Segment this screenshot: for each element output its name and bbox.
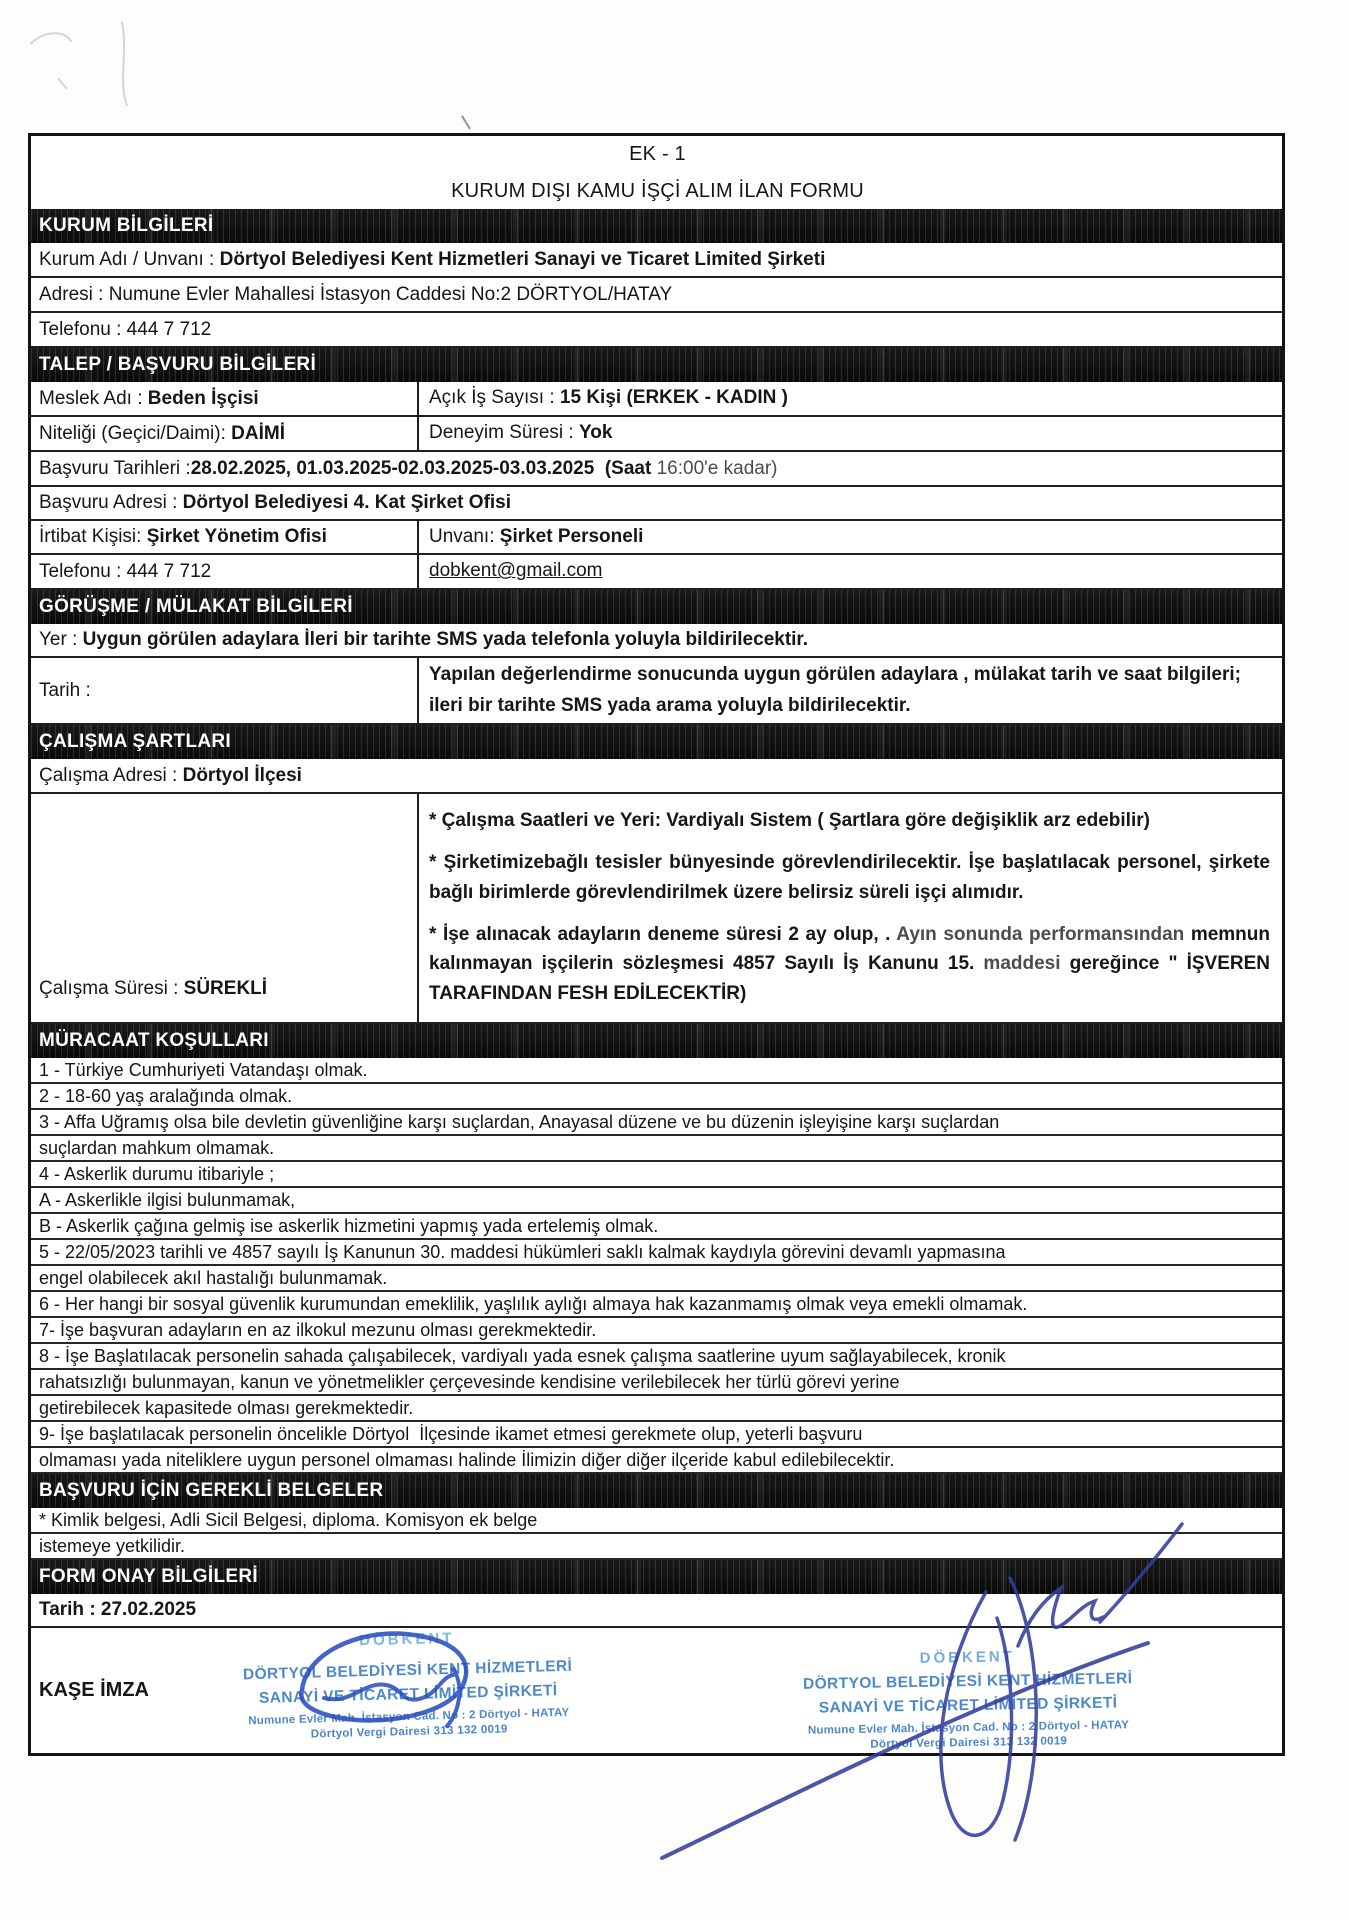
text-segment: KURUM DIŞI KAMU İŞÇİ ALIM İLAN FORMU [451,179,864,202]
section-title: FORM ONAY BİLGİLERİ [39,1566,258,1588]
condition-row [31,1188,1282,1214]
form-row [31,243,1282,278]
condition-row [31,1344,1282,1370]
text-segment: 4 - Askerlik durumu itibariyle ; [39,1163,275,1184]
condition-row [31,1292,1282,1318]
section-header-bar [31,348,1282,382]
condition-row [31,1422,1282,1448]
stamp-company-line1: DÖRTYOL BELEDİYESİ KENT HİZMETLERİ [242,1657,573,1684]
text-segment: SÜREKLİ [183,978,268,1000]
text-segment: istemeye yetkilidir. [39,1535,186,1556]
stray-ink-tick [462,116,470,129]
row-label-cell [31,794,419,1022]
text-segment: Niteliği (Geçici/Daimi): [39,422,232,444]
condition-row [31,1136,1282,1162]
condition-row [31,1448,1282,1474]
text-segment: Uygun görülen adaylara İleri bir tarihte SMS yada telefonla yoluyla bildirilecektir. [82,629,809,651]
row-value-cell [419,521,1282,553]
section-title: BAŞVURU İÇİN GEREKLİ BELGELER [39,1480,384,1502]
text-segment: * Çalışma Saatleri ve Yeri: Vardiyalı Sistem ( Şartlara göre değişiklik arz edebilir) [429,810,1150,831]
form-row-two-col [31,382,1282,417]
stamp-tax-line: Dörtyol Vergi Dairesi 313 132 0019 [310,1723,508,1741]
form-row [31,759,1282,794]
stamp-company-line2: SANAYİ VE TİCARET LİMİTED ŞİRKETİ [258,1682,558,1707]
text-segment: Çalışma Adresi : [39,764,183,786]
section-header-bar [31,1474,1282,1508]
text-segment: Çalışma Süresi : [39,978,184,1000]
text-segment: dobkent@gmail.com [429,560,603,582]
text-segment: Adresi : Numune Evler Mahallesi İstasyon Caddesi No:2 DÖRTYOL/HATAY [39,283,673,305]
condition-row [31,1084,1282,1110]
condition-row [31,1162,1282,1188]
text-segment: Başvuru Adresi : [39,492,183,514]
pencil-marks [30,22,127,106]
text-segment: suçlardan mahkum olmamak. [39,1137,275,1158]
text-segment: memnun kalınmayan işçilerin sözleşmesi 4857 Sayılı İş Kanunu 15. [429,923,1276,975]
text-segment: * Kimlik belgesi, Adli Sicil Belgesi, diploma. Komisyon ek belge [39,1509,538,1530]
text-segment: Yok [578,422,613,444]
company-stamp-left [221,1626,596,1743]
text-segment: Açık İş Sayısı : [429,387,560,409]
section-title: TALEP / BAŞVURU BİLGİLERİ [39,354,317,376]
text-segment: Şirket Yönetim Ofisi [146,526,327,548]
form-table [28,133,1285,1756]
text-segment: 9- İşe başlatılacak personelin öncelikle Dörtyol İlçesinde ikamet etmesi gerekmete olup, yeterli başvuru [39,1423,863,1444]
text-segment: Dörtyol Belediyesi 4. Kat Şirket Ofisi [182,492,512,514]
text-segment: * Şirketimizebağlı tesisler bünyesinde görevlendirilecektir. İşe başlatılacak personel, şirkete bağlı birimlerde görevlendirilmek üzere belirsiz süreli işçi alımıdır. [429,852,1276,903]
form-row [31,487,1282,521]
text-segment: Unvanı: [429,525,500,547]
row-label-cell [31,555,419,588]
stamp-brand-text: DÖBKENT [919,1648,1015,1667]
stamp-company-line2: SANAYİ VE TİCARET LİMİTED ŞİRKETİ [818,1694,1118,1717]
form-row [31,278,1282,313]
text-segment: gereğince " İŞVEREN TARAFINDAN FESH EDİLECEKTİR) [429,953,1276,1004]
condition-row [31,1240,1282,1266]
section-header-bar [31,590,1282,624]
section-header-bar [31,1560,1282,1594]
stamp-address-line: Numune Evler Mah. İstasyon Cad. No : 2 Dörtyol - HATAY [248,1706,570,1728]
form-row [31,1594,1282,1628]
condition-row [31,1534,1282,1560]
condition-row [31,1370,1282,1396]
text-segment: Tarih : [39,679,91,701]
text-segment: Meslek Adı : [39,387,148,409]
text-segment: Dörtyol Belediyesi Kent Hizmetleri Sanayi ve Ticaret Limited Şirketi [219,248,826,270]
text-segment: 15 Kişi (ERKEK - KADIN ) [559,387,788,409]
text-segment: maddesi [983,953,1061,975]
row-value-cell [419,658,1282,723]
condition-row [31,1396,1282,1422]
text-segment: rahatsızlığı bulunmayan, kanun ve yönetmelikler çerçevesinde kendisine verilebilecek her türlü görevi yerine [39,1371,900,1392]
stamp-tax-line: Dörtyol Vergi Dairesi 313 132 0019 [870,1735,1068,1751]
form-row [31,452,1282,487]
form-row [31,624,1282,658]
text-segment: Yapılan değerlendirme sonucunda uygun görülen adaylara , mülakat tarih ve saat bilgileri; ileri bir tarihte SMS yada arama yoluyla bildirilecektir. [429,664,1247,716]
section-header-bar [31,1024,1282,1058]
text-segment: 28.02.2025, 01.03.2025-02.03.2025-03.03.2025 (Saat [190,457,657,479]
form-row [31,313,1282,348]
section-title: MÜRACAAT KOŞULLARI [39,1030,269,1052]
condition-paragraph [429,920,1276,1008]
text-segment: B - Askerlik çağına gelmiş ise askerlik hizmetini yapmış yada ertelemiş olmak. [39,1215,659,1236]
text-segment: EK - 1 [629,143,686,165]
row-label-cell [31,417,419,450]
kase-imza-label: KAŞE İMZA [39,1679,149,1701]
text-segment: Başvuru Tarihleri : [39,457,191,479]
stamp-address-line: Numune Evler Mah. İstasyon Cad. No : 2 Dörtyol - HATAY [807,1719,1130,1737]
section-title: KURUM BİLGİLERİ [39,215,214,237]
conditions-paragraphs-cell [419,794,1282,1022]
text-segment: getirebilecek kapasitede olması gerekmektedir. [39,1397,414,1418]
text-segment: 1 - Türkiye Cumhuriyeti Vatandaşı olmak. [39,1059,368,1080]
text-segment: Beden İşçisi [147,387,259,409]
company-stamp-right [759,1645,1177,1752]
row-label-cell [31,658,419,723]
text-segment: 5 - 22/05/2023 tarihli ve 4857 sayılı İş Kanunun 30. maddesi hükümleri saklı kalmak kaydıyla görevini devamlı yapmasına [39,1241,1006,1262]
text-segment: A - Askerlikle ilgisi bulunmamak, [39,1189,296,1210]
form-title-row [31,173,1282,209]
condition-row [31,1214,1282,1240]
text-segment: Kurum Adı / Unvanı : [39,248,220,270]
text-segment: olmaması yada niteliklere uygun personel olmaması halinde İlimizin diğer diğer ilçeride kabul edilebilecektir. [39,1449,895,1470]
text-segment: Deneyim Süresi : [429,422,579,444]
section-title: GÖRÜŞME / MÜLAKAT BİLGİLERİ [39,596,353,618]
stamp-company-line1: DÖRTYOL BELEDİYESİ KENT HİZMETLERİ [802,1670,1133,1693]
condition-row [31,1266,1282,1292]
form-row-two-col [31,555,1282,590]
text-segment: 3 - Affa Uğramış olsa bile devletin güvenliğine karşı suçlardan, Anayasal düzene ve bu düzenin işleyişine karşı suçlardan [39,1111,1000,1132]
section-title: ÇALIŞMA ŞARTLARI [39,731,231,753]
text-segment: Yer : [39,629,83,651]
section-header-bar [31,725,1282,759]
working-conditions-row [31,794,1282,1024]
text-segment: İrtibat Kişisi: [39,526,147,548]
text-segment: Ayın sonunda performansından [896,923,1185,945]
section-header-bar [31,209,1282,243]
text-segment: * İşe alınacak adayların deneme süresi 2 ay olup, . [429,923,897,945]
text-segment: 16:00'e kadar) [656,457,778,479]
text-segment: engel olabilecek akıl hastalığı bulunmamak. [39,1267,388,1288]
condition-paragraph [429,848,1276,907]
form-row-two-col [31,521,1282,555]
form-row-two-col [31,658,1282,725]
text-segment: Telefonu : 444 7 712 [39,560,212,582]
text-segment: 6 - Her hangi bir sosyal güvenlik kurumundan emeklilik, yaşlılık aylığı almaya hak kazanmamış olmak veya emekli olmamak. [39,1293,1028,1314]
text-segment: 2 - 18-60 yaş aralağında olmak. [39,1085,293,1106]
row-value-cell [419,417,1282,450]
row-label-cell [31,521,419,553]
text-segment: Tarih : 27.02.2025 [39,1599,197,1621]
text-segment: 8 - İşe Başlatılacak personelin sahada çalışabilecek, vardiyalı yada esnek çalışma saatlerine uyum sağlayabilecek, kronik [39,1345,1006,1366]
row-label-cell [31,382,419,415]
row-value-cell [419,555,1282,588]
condition-row [31,1058,1282,1084]
row-value-cell [419,382,1282,415]
text-segment: Telefonu : 444 7 712 [39,318,212,340]
text-segment: Dörtyol İlçesi [182,764,302,786]
form-title-row [31,136,1282,173]
text-segment: DAİMİ [231,422,285,444]
condition-row [31,1110,1282,1136]
condition-paragraph [429,806,1270,835]
text-segment: Şirket Personeli [499,525,644,547]
condition-row [31,1318,1282,1344]
text-segment: 7- İşe başvuran adayların en az ilkokul mezunu olması gerekmektedir. [39,1319,597,1340]
form-row-two-col [31,417,1282,452]
condition-row [31,1508,1282,1534]
stamp-brand-text: DÖBKENT [359,1629,455,1650]
